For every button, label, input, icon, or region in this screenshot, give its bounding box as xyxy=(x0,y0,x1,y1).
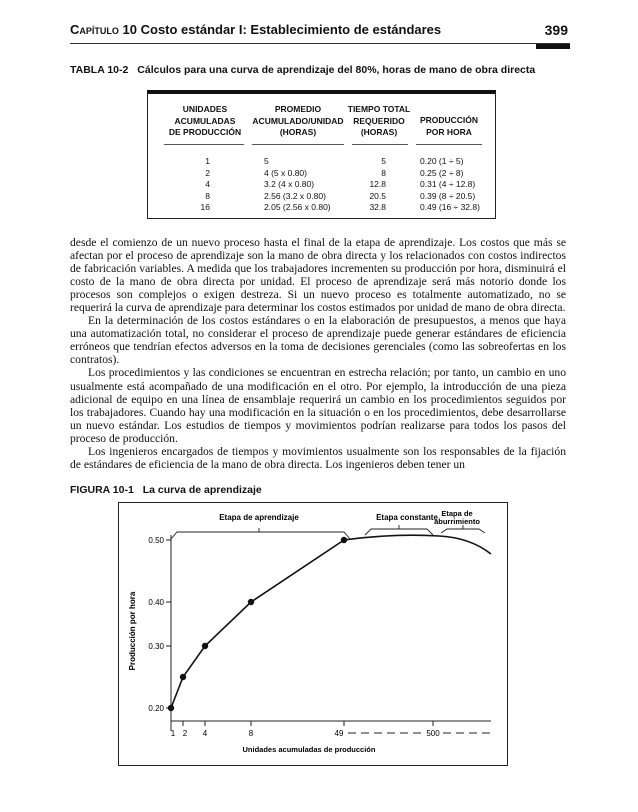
y-tick-label: 0.50 xyxy=(148,536,164,545)
table-cell: 0.20 (1 ÷ 5) xyxy=(420,156,464,166)
col-header-line: UNIDADES xyxy=(182,104,228,114)
y-axis-title: Producción por hora xyxy=(128,591,137,671)
col-header-line: (HORAS) xyxy=(360,127,398,137)
learning-curve-line xyxy=(171,535,491,708)
stage-label-constante: Etapa constante xyxy=(376,513,438,522)
table-cell: 5 xyxy=(381,156,386,166)
stage-label-aprendizaje: Etapa de aprendizaje xyxy=(219,513,299,522)
table-cell: 8 xyxy=(205,190,210,201)
data-point xyxy=(202,643,208,649)
table-caption xyxy=(70,64,535,76)
table-column-promedio xyxy=(264,156,331,214)
table-cell: 0.39 (8 ÷ 20.5) xyxy=(420,190,476,201)
data-point xyxy=(341,537,347,543)
table-10-2 xyxy=(147,90,496,219)
x-tick-label: 1 xyxy=(170,729,176,738)
header-rule xyxy=(70,43,570,44)
stage-label-aburrimiento-2: aburrimiento xyxy=(434,517,480,526)
stage-label-aburrimiento-1: Etapa de xyxy=(441,509,473,518)
figure-label: FIGURA 10-1 xyxy=(70,484,134,496)
bracket-constante xyxy=(365,529,433,535)
bracket-aprendizaje xyxy=(171,532,350,539)
col-header-line: PROMEDIO xyxy=(274,104,322,114)
header-underline xyxy=(164,144,244,145)
col-header-line: REQUERIDO xyxy=(353,115,405,126)
table-cell: 4 (5 x 0.80) xyxy=(264,167,307,178)
table-cell: 16 xyxy=(200,202,210,213)
data-point xyxy=(248,599,254,605)
chapter-title: Costo estándar I: Establecimiento de estándares xyxy=(140,22,442,37)
chapter-number: 10 xyxy=(122,22,137,37)
table-cell: 0.49 (16 ÷ 32.8) xyxy=(420,202,480,213)
col-header-unidades xyxy=(160,104,250,139)
x-tick-label: 500 xyxy=(426,729,440,738)
col-header-line: ACUMULADO/UNIDAD xyxy=(252,115,344,126)
header-underline xyxy=(252,144,344,145)
table-cell: 20.5 xyxy=(369,190,386,201)
table-cell: 8 xyxy=(381,167,386,178)
y-tick-label: 0.40 xyxy=(148,598,164,607)
col-header-line: (HORAS) xyxy=(279,127,317,137)
col-header-line: PRODUCCIÓN xyxy=(419,115,479,125)
col-header-line: DE PRODUCCIÓN xyxy=(168,127,242,137)
table-column-tiempo xyxy=(362,156,386,214)
learning-curve-figure xyxy=(118,502,508,766)
table-cell: 2.56 (3.2 x 0.80) xyxy=(264,190,326,201)
table-cell: 3.2 (4 x 0.80) xyxy=(264,179,315,190)
col-header-line: POR HORA xyxy=(426,126,472,137)
figure-caption xyxy=(70,484,262,496)
col-header-promedio xyxy=(246,104,350,139)
paragraph: Los ingenieros encargados de tiempos y movimientos usualmente son los responsables de la fijación de estándares de eficiencia de la mano de obra directa. Los ingenieros deben tener un xyxy=(70,444,566,471)
table-column-produccion xyxy=(420,156,480,214)
table-cell: 1 xyxy=(205,156,210,166)
table-cell: 0.31 (4 ÷ 12.8) xyxy=(420,179,476,190)
table-title: Cálculos para una curva de aprendizaje del 80%, horas de mano de obra directa xyxy=(137,64,536,76)
data-point xyxy=(180,674,186,680)
figure-title: La curva de aprendizaje xyxy=(142,484,262,496)
header-block-mark xyxy=(536,44,570,49)
table-label: TABLA 10-2 xyxy=(70,64,129,76)
y-tick-label: 0.30 xyxy=(148,642,164,651)
col-header-line: TIEMPO TOTAL xyxy=(347,104,411,114)
learning-curve-chart xyxy=(119,503,507,765)
table-cell: 5 xyxy=(264,156,269,166)
table-cell: 0.25 (2 ÷ 8) xyxy=(420,167,464,178)
x-axis-title: Unidades acumuladas de producción xyxy=(242,745,376,754)
col-header-produccion xyxy=(411,115,487,138)
x-tick-label: 2 xyxy=(182,729,188,738)
paragraph: Los procedimientos y las condiciones se encuentran en estrecha relación; por tanto, un cambio en uno usualmente está acompañado de una modificación en el otro. Por ejemplo, la introducción de una pieza adicional de equipo en una línea de ensamblaje requerirá un cambio en los procedimientos seguidos por los trabajadores. Cuando hay una modificación en la situación o en los procedimientos, debe desarrollarse un nuevo estándar. Los estudios de tiempos y movimientos podrían realizarse para todos los pasos del proceso de producción. xyxy=(70,366,566,445)
body-text xyxy=(70,236,566,471)
header-underline xyxy=(352,144,408,145)
bracket-aburrimiento xyxy=(441,529,485,533)
x-tick-label: 4 xyxy=(202,729,208,738)
chapter-word: Capítulo xyxy=(70,22,119,37)
col-header-tiempo xyxy=(344,104,414,139)
table-cell: 4 xyxy=(205,179,210,190)
data-point xyxy=(168,705,174,711)
header-underline xyxy=(416,144,482,145)
table-column-unidades xyxy=(190,156,210,214)
paragraph: En la determinación de los costos estándares o en la elaboración de presupuestos, a menos que haya una automatización total, no considerar el proceso de aprendizaje puede generar estándares de eficiencia erróneos que tendrían efectos adversos en la toma de decisiones gerenciales (como las sobreofertas en los contratos). xyxy=(70,314,566,367)
table-cell: 12.8 xyxy=(369,179,386,190)
col-header-line: ACUMULADAS xyxy=(174,115,236,126)
y-tick-label: 0.20 xyxy=(148,704,164,713)
x-tick-label: 8 xyxy=(248,729,254,738)
running-header xyxy=(70,22,570,42)
paragraph: desde el comienzo de un nuevo proceso hasta el final de la etapa de aprendizaje. Los costos que más se afectan por el proceso de aprendizaje son la mano de obra directa y los relacionados con costos indirectos de fabricación variables. A medida que los trabajadores incrementen su producción por hora, disminuirá el costo de la mano de obra directa por unidad. El proceso de aprendizaje será más notorio donde los procesos son complejos o exigen destreza. Si un nuevo proceso es totalmente automatizado, no se requerirá la curva de aprendizaje para determinar los costos estimados por unidad de mano de obra directa. xyxy=(70,236,566,315)
table-cell: 32.8 xyxy=(369,202,386,213)
x-tick-label: 49 xyxy=(334,729,344,738)
table-cell: 2 xyxy=(205,167,210,178)
table-cell: 2.05 (2.56 x 0.80) xyxy=(264,202,331,213)
page-number: 399 xyxy=(544,22,568,38)
